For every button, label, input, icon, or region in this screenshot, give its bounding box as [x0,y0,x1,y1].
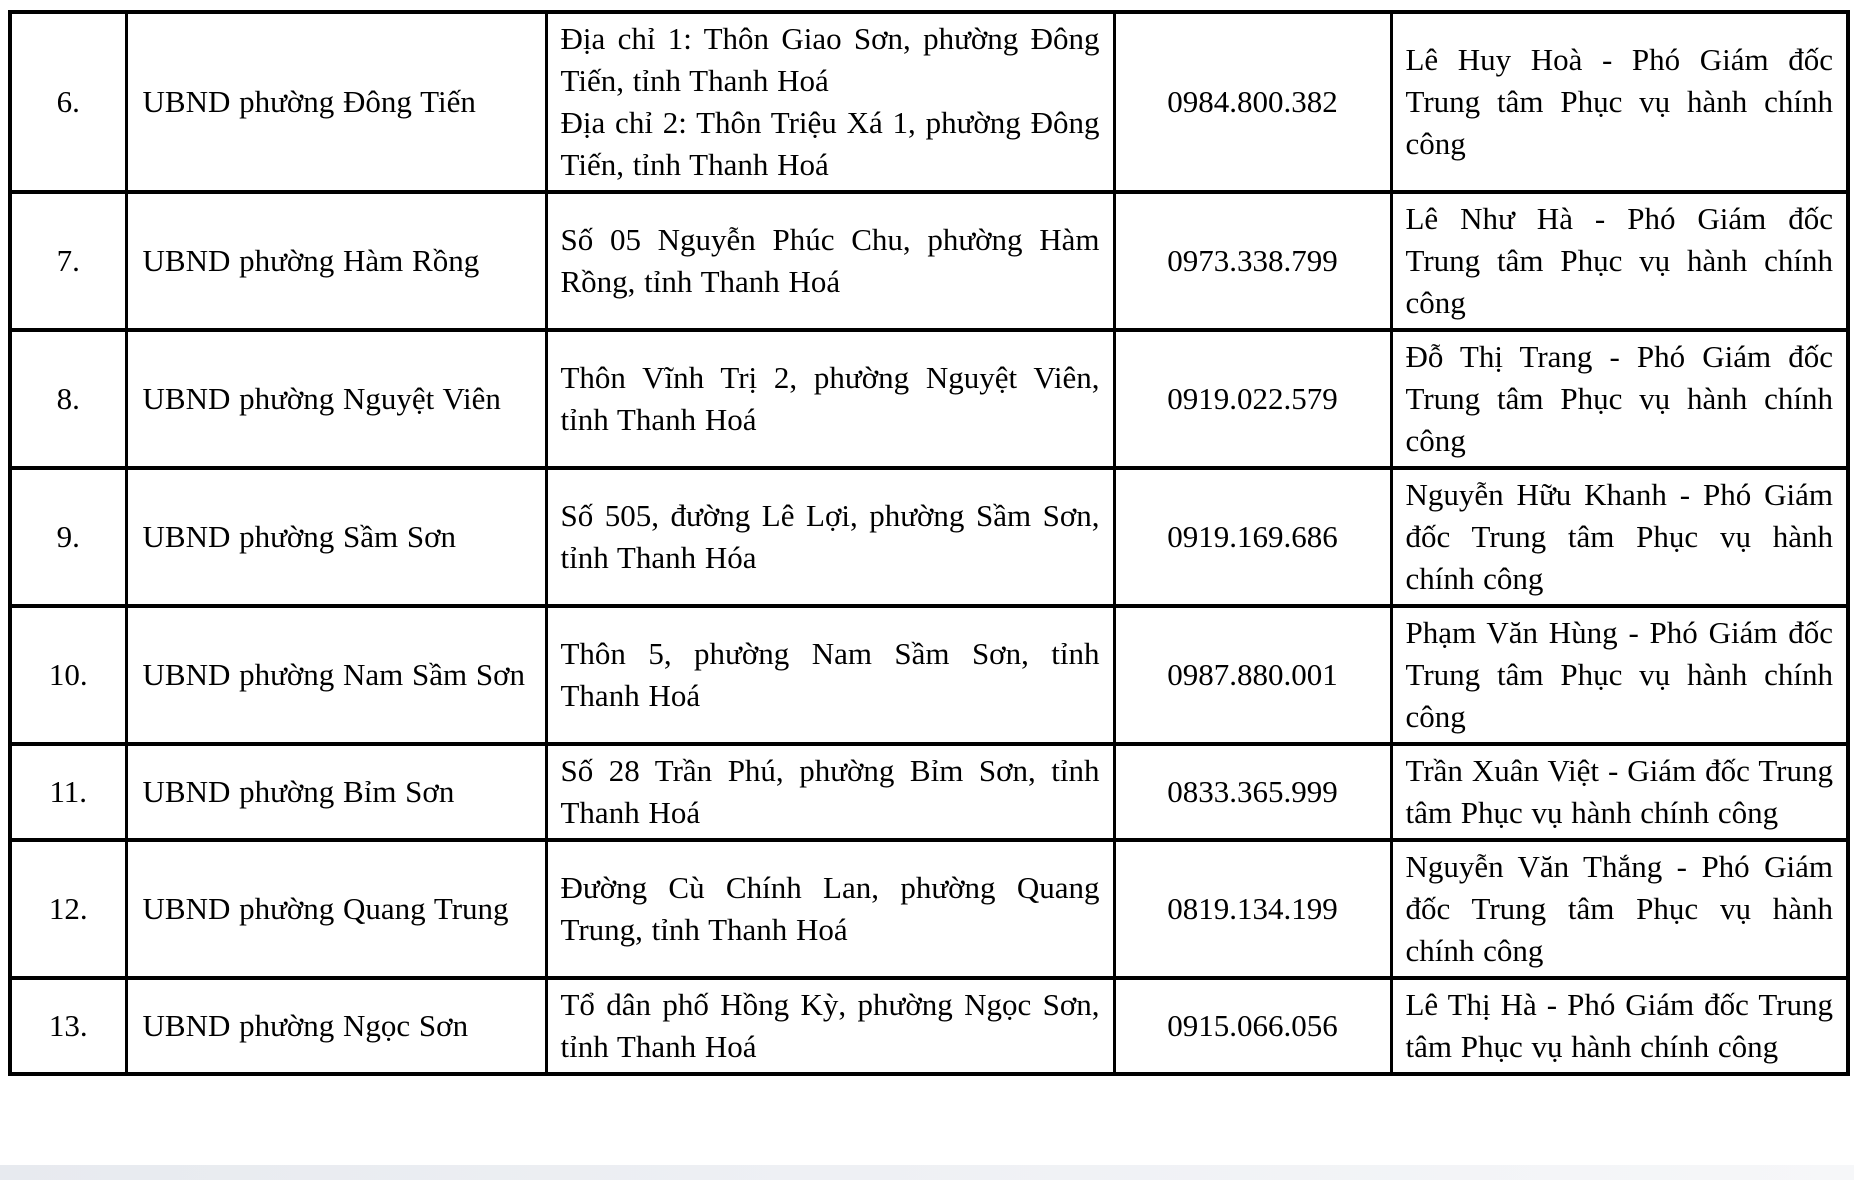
row-number-cell: 12. [10,840,126,978]
phone-number-cell: 0984.800.382 [1114,12,1391,192]
contact-person-cell: Đỗ Thị Trang - Phó Giám đốc Trung tâm Phục vụ hành chính công [1391,330,1848,468]
contact-person-cell: Trần Xuân Việt - Giám đốc Trung tâm Phục vụ hành chính công [1391,744,1848,840]
table-row [10,840,1848,978]
row-number-cell: 11. [10,744,126,840]
table-body [10,12,1848,1074]
window-bottom-edge [0,1165,1854,1180]
row-number-cell: 9. [10,468,126,606]
phone-number-cell: 0819.134.199 [1114,840,1391,978]
unit-name-cell: UBND phường Quang Trung [126,840,546,978]
phone-number-cell: 0915.066.056 [1114,978,1391,1074]
contact-person-cell: Phạm Văn Hùng - Phó Giám đốc Trung tâm Phục vụ hành chính công [1391,606,1848,744]
unit-name-cell: UBND phường Bỉm Sơn [126,744,546,840]
unit-name-cell: UBND phường Ngọc Sơn [126,978,546,1074]
phone-number-cell: 0919.022.579 [1114,330,1391,468]
address-line: Số 05 Nguyễn Phúc Chu, phường Hàm Rồng, tỉnh Thanh Hoá [560,222,1100,299]
table-row [10,978,1848,1074]
address-cell [546,606,1114,744]
row-number-cell: 7. [10,192,126,330]
address-line: Số 505, đường Lê Lợi, phường Sầm Sơn, tỉnh Thanh Hóa [560,498,1100,575]
unit-name-cell: UBND phường Hàm Rồng [126,192,546,330]
contact-person-cell: Nguyễn Văn Thắng - Phó Giám đốc Trung tâm Phục vụ hành chính công [1391,840,1848,978]
table-row [10,744,1848,840]
address-cell [546,744,1114,840]
phone-number-cell: 0973.338.799 [1114,192,1391,330]
unit-name-cell: UBND phường Nam Sầm Sơn [126,606,546,744]
row-number-cell: 6. [10,12,126,192]
unit-name-cell: UBND phường Đông Tiến [126,12,546,192]
public-admin-contact-table [8,10,1850,1076]
address-line: Đường Cù Chính Lan, phường Quang Trung, tỉnh Thanh Hoá [560,870,1100,947]
contact-person-cell: Nguyễn Hữu Khanh - Phó Giám đốc Trung tâm Phục vụ hành chính công [1391,468,1848,606]
phone-number-cell: 0987.880.001 [1114,606,1391,744]
row-number-cell: 13. [10,978,126,1074]
table-row [10,606,1848,744]
phone-number-cell: 0919.169.686 [1114,468,1391,606]
address-cell [546,840,1114,978]
contact-person-cell: Lê Như Hà - Phó Giám đốc Trung tâm Phục vụ hành chính công [1391,192,1848,330]
table-row [10,468,1848,606]
row-number-cell: 8. [10,330,126,468]
address-cell [546,330,1114,468]
row-number-cell: 10. [10,606,126,744]
address-line: Tổ dân phố Hồng Kỳ, phường Ngọc Sơn, tỉnh Thanh Hoá [560,987,1100,1064]
address-cell [546,12,1114,192]
address-line: Số 28 Trần Phú, phường Bỉm Sơn, tỉnh Thanh Hoá [560,753,1100,830]
contact-person-cell: Lê Thị Hà - Phó Giám đốc Trung tâm Phục vụ hành chính công [1391,978,1848,1074]
contact-person-cell: Lê Huy Hoà - Phó Giám đốc Trung tâm Phục vụ hành chính công [1391,12,1848,192]
address-line: Địa chỉ 2: Thôn Triệu Xá 1, phường Đông Tiến, tỉnh Thanh Hoá [560,105,1100,182]
address-cell [546,468,1114,606]
address-line: Thôn Vĩnh Trị 2, phường Nguyệt Viên, tỉnh Thanh Hoá [560,360,1100,437]
address-line: Thôn 5, phường Nam Sầm Sơn, tỉnh Thanh Hoá [560,636,1100,713]
address-line: Địa chỉ 1: Thôn Giao Sơn, phường Đông Tiến, tỉnh Thanh Hoá [560,21,1100,98]
table-row [10,330,1848,468]
table-row [10,12,1848,192]
table-row [10,192,1848,330]
address-cell [546,192,1114,330]
phone-number-cell: 0833.365.999 [1114,744,1391,840]
unit-name-cell: UBND phường Nguyệt Viên [126,330,546,468]
unit-name-cell: UBND phường Sầm Sơn [126,468,546,606]
address-cell [546,978,1114,1074]
